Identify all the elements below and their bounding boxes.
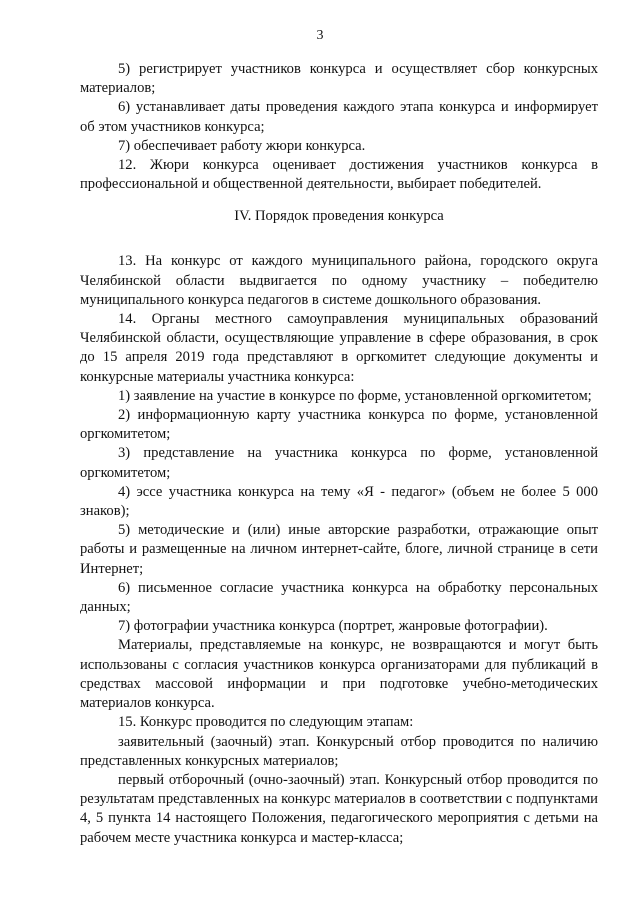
list-item-2-info-card: 2) информационную карту участника конкурса по форме, установленной оргкомитетом; xyxy=(80,407,598,443)
paragraph-clause-14: 14. Органы местного самоуправления муниципальных образований Челябинской области, осуществляющие управление в сфере образования, в срок до 15 апреля 2019 года представляют в оргкомитет следующие документы и конкурсные материалы участника конкурса: xyxy=(80,311,598,385)
list-item-5-methodical-works: 5) методические и (или) иные авторские разработки, отражающие опыт работы и размещенные на личном интернет-сайте, блоге, личной странице в сети Интернет; xyxy=(80,522,598,577)
paragraph-item-6-dates: 6) устанавливает даты проведения каждого этапа конкурса и информирует об этом участников конкурса; xyxy=(80,99,598,135)
list-item-4-essay: 4) эссе участника конкурса на тему «Я - педагог» (объем не более 5 000 знаков); xyxy=(80,483,598,520)
list-item-3-recommendation: 3) представление на участника конкурса по форме, установленной оргкомитетом; xyxy=(80,445,598,481)
section-heading: IV. Порядок проведения конкурса xyxy=(234,208,444,225)
list-item-1-application: 1) заявление на участие в конкурсе по форме, установленной оргкомитетом; xyxy=(118,387,592,404)
paragraph-clause-13: 13. На конкурс от каждого муниципального района, городского округа Челябинской области выдвигается по одному участнику – победителю муниципального конкурса педагогов в системе дошкольного образования. xyxy=(80,253,598,308)
list-item-6-consent: 6) письменное согласие участника конкурса на обработку персональных данных; xyxy=(80,579,598,616)
page-number: 3 xyxy=(316,28,324,43)
paragraph-clause-15: 15. Конкурс проводится по следующим этапам: xyxy=(118,714,414,731)
paragraph-materials-note: Материалы, представляемые на конкурс, не возвращаются и могут быть использованы с согласия участников конкурса организаторами для публикаций в средствах массовой информации и при подготовке учебно-методических материалов конкурса. xyxy=(80,637,598,712)
document-body xyxy=(80,60,598,848)
paragraph-clause-12: 12. Жюри конкурса оценивает достижения участников конкурса в профессиональной и общественной деятельности, выбирает победителей. xyxy=(80,157,598,193)
paragraph-item-5-registration: 5) регистрирует участников конкурса и осуществляет сбор конкурсных материалов; xyxy=(80,61,598,97)
paragraph-stage-application: заявительный (заочный) этап. Конкурсный отбор проводится по наличию представленных конкурсных материалов; xyxy=(80,733,598,769)
list-item-7-photos: 7) фотографии участника конкурса (портрет, жанровые фотографии). xyxy=(118,618,548,635)
paragraph-item-7-jury-work: 7) обеспечивает работу жюри конкурса. xyxy=(118,137,366,154)
paragraph-stage-first-selection: первый отборочный (очно-заочный) этап. Конкурсный отбор проводится по результатам представленных на конкурс материалов в соответствии с подпунктами 4, 5 пункта 14 настоящего Положения, педагогического мероприятия с детьми на рабочем месте участника конкурса и мастер-класса; xyxy=(80,771,598,846)
